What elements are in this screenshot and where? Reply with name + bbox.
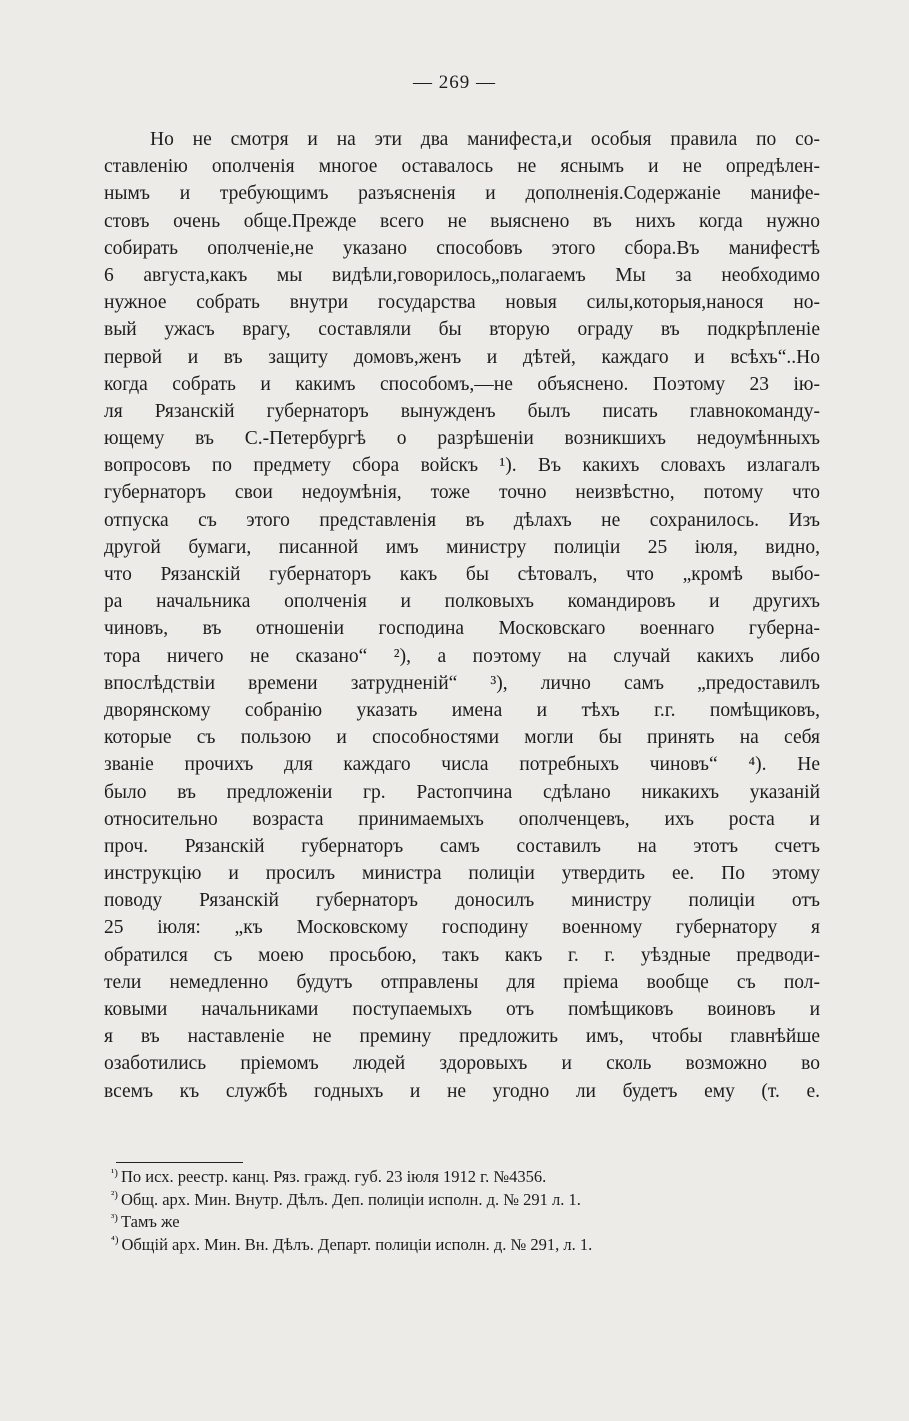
- text-line: ра начальника ополченія и полковыхъ командировъ и другихъ: [104, 591, 820, 613]
- text-line: которые съ пользою и способностями могли бы принять на себя: [104, 727, 820, 749]
- text-line: 6 августа,какъ мы видѣли,говорилось„полагаемъ Мы за необходимо: [104, 264, 820, 286]
- text-line: чиновъ, въ отношеніи господина Московскаго военнаго губерна-: [104, 618, 820, 640]
- text-line: ковыми начальниками поступаемыхъ отъ помѣщиковъ воиновъ и: [104, 999, 820, 1020]
- footnote: [111, 1234, 811, 1257]
- text-line: озаботились пріемомъ людей здоровыхъ и сколь возможно во: [104, 1053, 820, 1075]
- footnote-text: Общій арх. Мин. Вн. Дѣлъ. Департ. полиціи исполн. д. № 291, л. 1.: [121, 1234, 593, 1254]
- text-line: 25 іюля: „къ Московскому господину военному губернатору я: [104, 917, 820, 939]
- footnote: [111, 1166, 811, 1189]
- text-line: нымъ и требующимъ разъясненія и дополненія.Содержаніе манифе-: [104, 183, 820, 205]
- text-line: собирать ополченіе,не указано способовъ этого сбора.Въ манифестѣ: [104, 237, 820, 259]
- text-line: я въ наставленіе не премину предложить имъ, чтобы главнѣйше: [104, 1026, 820, 1048]
- text-line: было въ предложеніи гр. Растопчина сдѣлано никакихъ указаній: [104, 781, 820, 803]
- footnote-text: По исх. реестр. канц. Ряз. гражд. губ. 23 іюля 1912 г. №4356.: [120, 1167, 547, 1186]
- text-line: что Рязанскій губернаторъ какъ бы сѣтовалъ, что „кромѣ выбо-: [104, 564, 820, 585]
- text-line: стовъ очень обще.Прежде всего не выяснено въ нихъ когда нужно: [104, 210, 820, 232]
- text-line: губернаторъ свои недоумѣнія, тоже точно неизвѣстно, потому что: [104, 482, 820, 504]
- text-line: когда собрать и какимъ способомъ,—не объяснено. Поэтому 23 ію-: [104, 373, 820, 395]
- footnote-marker: ⁴): [111, 1234, 119, 1246]
- text-line: другой бумаги, писанной имъ министру полиціи 25 іюля, видно,: [104, 536, 820, 558]
- text-line: званіе прочихъ для каждаго числа потребныхъ чиновъ“ ⁴). Не: [104, 754, 820, 776]
- text-line: вый ужасъ врагу, составляли бы вторую ограду въ подкрѣпленіе: [104, 319, 820, 341]
- footnote-marker: ²): [111, 1189, 118, 1201]
- text-line: инструкцію и просилъ министра полиціи утвердить ее. По этому: [104, 863, 820, 885]
- text-line: нужное собрать внутри государства новыя силы,которыя,нанося но-: [104, 292, 820, 314]
- text-line: проч. Рязанскій губернаторъ самъ составилъ на этотъ счетъ: [104, 835, 820, 857]
- footnotes: [111, 1166, 811, 1256]
- body-text: [104, 126, 820, 1105]
- footnote-text: Тамъ же: [120, 1212, 180, 1231]
- text-line: отпуска съ этого представленія въ дѣлахъ не сохранилось. Изъ: [104, 509, 820, 531]
- text-line: ставленію ополченія многое оставалось не яснымъ и не опредѣлен-: [104, 156, 820, 178]
- text-line: тора ничего не сказано“ ²), а поэтому на случай какихъ либо: [104, 645, 820, 667]
- footnote-text: Общ. арх. Мин. Внутр. Дѣлъ. Деп. полиціи исполн. д. № 291 л. 1.: [120, 1189, 581, 1209]
- footnote: [111, 1189, 811, 1212]
- text-line: поводу Рязанскій губернаторъ доносилъ министру полиціи отъ: [104, 890, 820, 912]
- footnote-divider: [116, 1162, 243, 1163]
- text-line: всемъ къ службѣ годныхъ и не угодно ли будетъ ему (т. е.: [104, 1080, 820, 1102]
- text-line: ющему въ С.-Петербургѣ о разрѣшеніи возникшихъ недоумѣнныхъ: [104, 428, 820, 450]
- text-line: относительно возраста принимаемыхъ ополченцевъ, ихъ роста и: [104, 808, 820, 830]
- text-line: вопросовъ по предмету сбора войскъ ¹). Въ какихъ словахъ излагалъ: [104, 455, 820, 477]
- text-line: дворянскому собранію указать имена и тѣхъ г.г. помѣщиковъ,: [104, 699, 820, 721]
- footnote-marker: ³): [111, 1211, 118, 1224]
- text-line: впослѣдствіи времени затрудненій“ ³), лично самъ „предоставилъ: [104, 672, 820, 694]
- text-line: тели немедленно будутъ отправлены для пріема вообще съ пол-: [104, 971, 820, 993]
- page-number: — 269 —: [413, 72, 496, 93]
- text-line: первой и въ защиту домовъ,женъ и дѣтей, каждаго и всѣхъ“..Но: [104, 346, 820, 368]
- text-line: обратился съ моею просьбою, такъ какъ г. г. уѣздные предводи-: [104, 944, 820, 966]
- text-line: ля Рязанскій губернаторъ вынужденъ былъ писать главнокоманду-: [104, 400, 820, 422]
- footnote: [111, 1211, 811, 1234]
- text-line: Но не смотря и на эти два манифеста,и особыя правила по со-: [150, 129, 820, 150]
- footnote-marker: ¹): [111, 1166, 118, 1179]
